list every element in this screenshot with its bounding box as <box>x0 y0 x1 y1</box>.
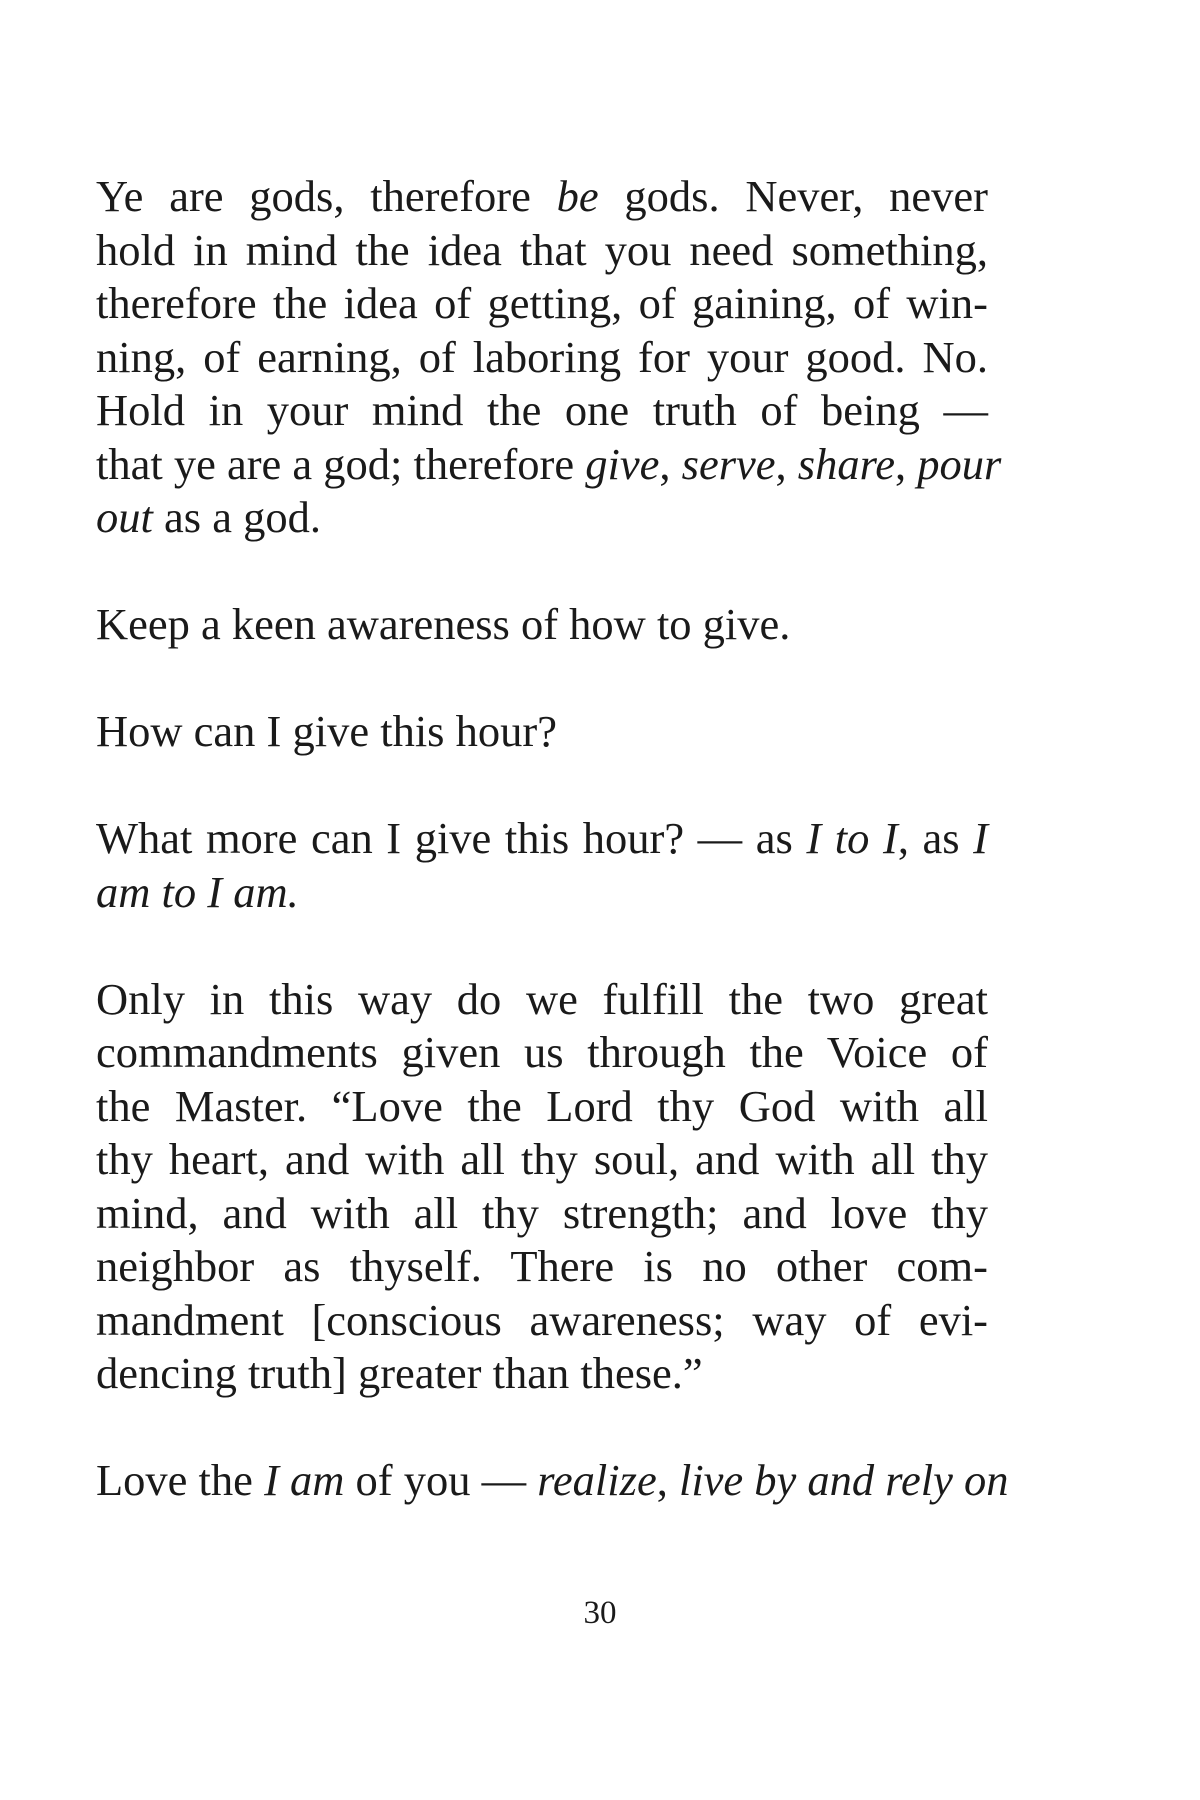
text-run: , <box>775 438 798 489</box>
italic-text-run: serve <box>681 438 776 489</box>
text-line <box>96 1294 988 1348</box>
text-run: What more can I give this hour? — as <box>96 813 807 863</box>
text-run: therefore the idea of getting, of gaining, of win- <box>96 278 988 328</box>
paragraph-4 <box>96 812 988 919</box>
text-line <box>96 1026 988 1080</box>
text-run: Only in this way do we fulfill the two great <box>96 973 988 1024</box>
text-run: , <box>659 438 682 489</box>
text-line <box>96 277 988 331</box>
text-line <box>96 1080 988 1134</box>
italic-text-run: be <box>556 171 599 221</box>
text-run: Ye are gods, therefore <box>96 171 557 221</box>
text-line <box>96 1454 1009 1508</box>
text-line <box>96 1133 988 1187</box>
page-number: 30 <box>583 1595 617 1631</box>
text-run: Love the <box>96 1455 265 1505</box>
paragraph-gap <box>96 545 988 599</box>
paragraph-5 <box>96 973 988 1401</box>
text-run: , <box>895 438 918 489</box>
paragraph-gap <box>96 919 988 973</box>
text-line <box>96 598 988 652</box>
text-run: Hold in your mind the one truth of being — <box>96 385 988 435</box>
italic-text-run: realize <box>537 1455 657 1505</box>
text-run: ning, of earning, of laboring for your good. No. <box>96 331 988 382</box>
italic-text-run: am to I am. <box>96 866 299 917</box>
italic-text-run: give <box>585 438 660 489</box>
text-run: as a god. <box>152 492 321 542</box>
text-run: of you — <box>344 1455 538 1505</box>
text-line <box>96 170 988 224</box>
text-run: mandment [conscious awareness; way of evi- <box>96 1294 988 1345</box>
text-run: gods. Never, never <box>598 171 988 221</box>
paragraph-gap <box>96 759 988 813</box>
paragraph-gap <box>96 652 988 706</box>
text-run: How can I give this hour? <box>96 706 557 756</box>
text-line <box>96 866 988 920</box>
text-line <box>96 384 988 438</box>
text-line <box>96 491 988 545</box>
text-line <box>96 1347 988 1401</box>
paragraph-6 <box>96 1454 1009 1508</box>
text-run: that ye are a god; therefore <box>96 438 586 489</box>
text-run: commandments given us through the Voice of <box>96 1027 988 1077</box>
text-line <box>96 1240 988 1294</box>
italic-text-run: I to I <box>806 813 898 863</box>
text-line <box>96 705 988 759</box>
italic-text-run: I <box>973 813 988 863</box>
text-line <box>96 331 988 385</box>
paragraph-3 <box>96 705 988 759</box>
paragraph-1 <box>96 170 1002 545</box>
text-line <box>96 812 988 866</box>
italic-text-run: out <box>96 492 153 542</box>
paragraph-gap <box>96 1401 988 1455</box>
italic-text-run: share <box>797 438 896 489</box>
paragraph-2 <box>96 598 988 652</box>
italic-text-run: pour <box>917 438 1002 489</box>
text-run: dencing truth] greater than these.” <box>96 1348 703 1398</box>
text-run: neighbor as thyself. There is no other com- <box>96 1241 988 1291</box>
text-line <box>96 224 988 278</box>
text-run: mind, and with all thy strength; and love thy <box>96 1187 988 1238</box>
body-text <box>96 170 1009 1508</box>
text-line <box>96 438 1002 492</box>
text-run: thy heart, and with all thy soul, and with all thy <box>96 1134 988 1184</box>
italic-text-run: live by and rely on <box>678 1455 1009 1505</box>
text-line <box>96 1187 988 1241</box>
text-run: Keep a keen awareness of how to give. <box>96 599 791 649</box>
text-run: hold in mind the idea that you need something, <box>96 224 988 275</box>
text-run: , <box>656 1455 679 1505</box>
text-line <box>96 973 988 1027</box>
text-run: , as <box>897 813 974 863</box>
text-run: the Master. “Love the Lord thy God with all <box>96 1080 988 1131</box>
italic-text-run: I am <box>264 1455 345 1505</box>
